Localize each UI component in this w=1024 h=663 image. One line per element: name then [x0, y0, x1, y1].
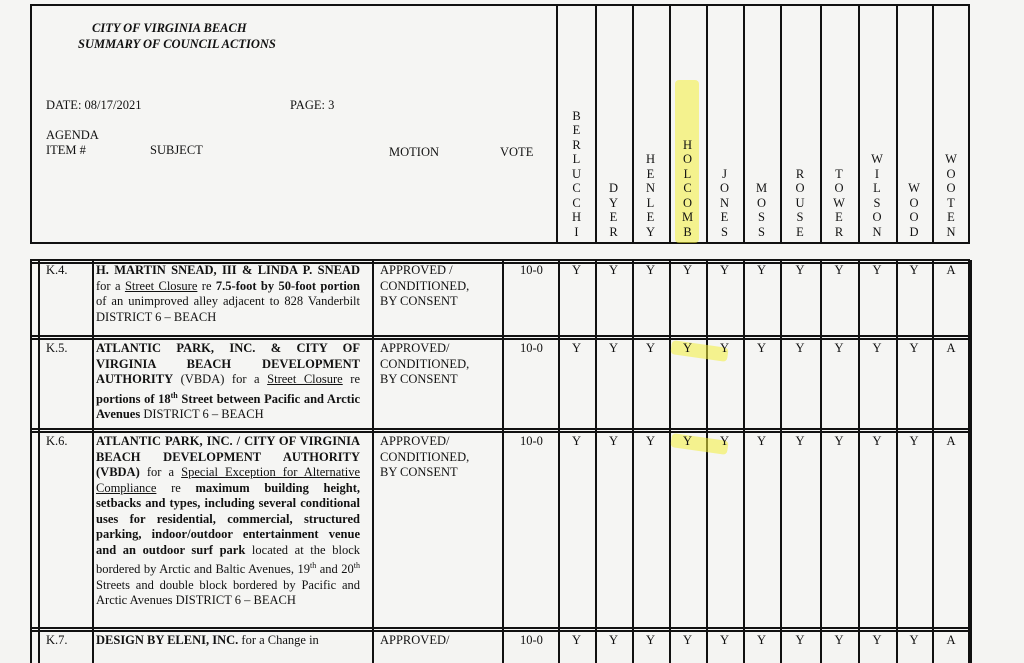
row-cell-divider	[896, 260, 898, 338]
row-bottom-border-inner	[30, 630, 970, 632]
member-vote-moss: Y	[756, 263, 767, 277]
member-vote-dyer: Y	[608, 434, 619, 448]
member-name-wood: W O O D	[908, 181, 920, 239]
row-bottom-border-inner	[30, 338, 970, 340]
member-vote-berlucchi: Y	[571, 434, 582, 448]
member-vote-jones: Y	[719, 434, 730, 448]
vote-tally: 10-0	[520, 341, 543, 355]
member-vote-rouse: Y	[795, 633, 805, 647]
member-vote-berlucchi: Y	[571, 633, 582, 647]
member-vote-holcomb: Y	[682, 633, 693, 647]
motion-text: BY CONSENT	[380, 372, 458, 386]
row-cell-divider	[780, 630, 782, 663]
member-vote-henley: Y	[645, 633, 656, 647]
member-vote-tower: Y	[834, 633, 844, 647]
row-right-border	[968, 338, 970, 431]
member-vote-jones: Y	[719, 341, 730, 355]
member-vote-holcomb: Y	[682, 263, 693, 277]
member-vote-wood: Y	[909, 341, 919, 355]
member-vote-henley: Y	[645, 434, 656, 448]
row-bottom-border-inner	[30, 431, 970, 433]
row-cell-divider	[780, 338, 782, 431]
vote-tally: 10-0	[520, 263, 543, 277]
row-cell-divider	[595, 260, 597, 338]
motion-text: CONDITIONED,	[380, 356, 470, 371]
motion-text: APPROVED /	[380, 263, 453, 277]
header-top-border	[30, 4, 970, 6]
row-cell-divider	[30, 431, 32, 630]
member-vote-tower: Y	[834, 341, 844, 355]
row-cell-divider	[558, 630, 560, 663]
row-cell-divider	[858, 431, 860, 630]
row-cell-divider	[706, 260, 708, 338]
header-right-border	[968, 4, 970, 244]
page-label: PAGE: 3	[290, 98, 335, 112]
agenda-item-number: K.5.	[46, 341, 68, 355]
row-cell-divider	[820, 630, 822, 663]
motion-text: APPROVED/	[380, 434, 450, 448]
row-cell-divider	[632, 338, 634, 431]
member-column-divider	[632, 4, 634, 244]
row-cell-divider	[30, 338, 32, 431]
member-vote-jones: Y	[719, 263, 730, 277]
member-vote-dyer: Y	[608, 341, 619, 355]
row-cell-divider	[932, 630, 934, 663]
row-cell-divider	[502, 338, 504, 431]
header-member-divider	[556, 4, 558, 244]
member-vote-jones: Y	[719, 633, 730, 647]
member-name-wilson: W I L S O N	[871, 152, 883, 239]
row-cell-divider	[92, 260, 94, 338]
member-column-divider	[820, 4, 822, 244]
member-vote-wooten: A	[946, 341, 956, 355]
motion-text: BY CONSENT	[380, 465, 458, 479]
motion-text: CONDITIONED,	[380, 449, 470, 464]
row-cell-divider	[820, 338, 822, 431]
row-cell-divider	[743, 338, 745, 431]
row-cell-divider	[820, 431, 822, 630]
member-name-rouse: R O U S E	[795, 166, 805, 239]
row-cell-divider	[38, 630, 40, 663]
member-name-berlucchi: B E R L U C C H I	[571, 108, 582, 239]
motion-text: APPROVED/	[380, 633, 450, 647]
row-bottom-border	[30, 335, 970, 337]
date-label: DATE: 08/17/2021	[46, 98, 142, 112]
member-vote-wood: Y	[909, 434, 919, 448]
member-column-divider	[896, 4, 898, 244]
row-cell-divider	[372, 338, 374, 431]
row-cell-divider	[970, 338, 972, 431]
member-column-divider	[669, 4, 671, 244]
row-cell-divider	[30, 260, 32, 338]
row-cell-divider	[372, 431, 374, 630]
row-cell-divider	[632, 260, 634, 338]
member-column-divider	[706, 4, 708, 244]
row-cell-divider	[38, 431, 40, 630]
row-cell-divider	[706, 431, 708, 630]
member-name-tower: T O W E R	[833, 166, 845, 239]
row-cell-divider	[558, 338, 560, 431]
row-cell-divider	[780, 260, 782, 338]
member-vote-tower: Y	[834, 434, 844, 448]
row-right-border	[968, 431, 970, 630]
row-cell-divider	[669, 630, 671, 663]
agenda-item-subject: ATLANTIC PARK, INC. / CITY OF VIRGINIA BEACH DEVELOPMENT AUTHORITY (VBDA) for a Special Exception for Alternative Compliance re maximum building height, setbacks and types, including several conditional uses for residential, commercial, structured parking, indoor/outdoor entertainment venue and an outdoor surf park located at the block bordered by Arctic and Baltic Avenues, 19th and 20th Streets and double block bordered by Pacific and Arctic Avenues DISTRICT 6 – BEACH	[96, 434, 360, 608]
member-vote-wilson: Y	[872, 434, 882, 448]
motion-text: APPROVED/	[380, 341, 450, 355]
row-cell-divider	[632, 431, 634, 630]
row-cell-divider	[595, 630, 597, 663]
member-vote-wood: Y	[909, 633, 919, 647]
row-cell-divider	[780, 431, 782, 630]
member-name-jones: J O N E S	[719, 166, 730, 239]
member-vote-moss: Y	[756, 633, 767, 647]
row-bottom-border	[30, 428, 970, 430]
agenda-item-subject: DESIGN BY ELENI, INC. for a Change in	[96, 633, 319, 647]
row-cell-divider	[743, 630, 745, 663]
member-name-wooten: W O O T E N	[945, 152, 957, 239]
item-label: ITEM #	[46, 143, 86, 157]
row-cell-divider	[858, 338, 860, 431]
row-cell-divider	[932, 260, 934, 338]
member-vote-henley: Y	[645, 341, 656, 355]
vote-tally: 10-0	[520, 633, 543, 647]
member-vote-wooten: A	[946, 434, 956, 448]
row-cell-divider	[669, 431, 671, 630]
title-line-2: SUMMARY OF COUNCIL ACTIONS	[78, 37, 276, 51]
row-bottom-border	[30, 627, 970, 629]
row-cell-divider	[970, 260, 972, 338]
member-vote-rouse: Y	[795, 434, 805, 448]
member-vote-moss: Y	[756, 434, 767, 448]
row-cell-divider	[595, 338, 597, 431]
row-cell-divider	[558, 431, 560, 630]
member-vote-dyer: Y	[608, 263, 619, 277]
member-column-divider	[595, 4, 597, 244]
header-left-border	[30, 4, 32, 244]
member-name-holcomb: H O L C O M B	[681, 137, 694, 239]
agenda-item-number: K.6.	[46, 434, 68, 448]
agenda-item-subject: ATLANTIC PARK, INC. & CITY OF VIRGINIA BEACH DEVELOPMENT AUTHORITY (VBDA) for a Street Closure re portions of 18th Street between Pacific and Arctic Avenues DISTRICT 6 – BEACH	[96, 341, 360, 422]
row-cell-divider	[502, 431, 504, 630]
header-bottom-border	[30, 242, 970, 244]
row-cell-divider	[858, 260, 860, 338]
member-vote-holcomb: Y	[682, 341, 693, 355]
agenda-item-subject: H. MARTIN SNEAD, III & LINDA P. SNEAD for a Street Closure re 7.5-foot by 50-foot portion of an unimproved alley adjacent to 828 Vanderbilt DISTRICT 6 – BEACH	[96, 263, 361, 324]
row-cell-divider	[932, 338, 934, 431]
row-cell-divider	[92, 431, 94, 630]
document-title	[78, 20, 276, 52]
row-cell-divider	[743, 260, 745, 338]
member-column-divider	[932, 4, 934, 244]
row-cell-divider	[632, 630, 634, 663]
member-vote-rouse: Y	[795, 263, 805, 277]
row-cell-divider	[858, 630, 860, 663]
row-cell-divider	[595, 431, 597, 630]
motion-text: CONDITIONED,	[380, 278, 470, 293]
motion-column-header: MOTION	[389, 145, 439, 159]
member-vote-wilson: Y	[872, 263, 882, 277]
row-cell-divider	[820, 260, 822, 338]
member-vote-wood: Y	[909, 263, 919, 277]
member-column-divider	[743, 4, 745, 244]
row-cell-divider	[932, 431, 934, 630]
row-cell-divider	[30, 630, 32, 663]
agenda-item-number: K.4.	[46, 263, 68, 277]
row-cell-divider	[92, 338, 94, 431]
member-name-dyer: D Y E R	[608, 181, 619, 239]
row-cell-divider	[743, 431, 745, 630]
agenda-item-number: K.7.	[46, 633, 68, 647]
row-cell-divider	[706, 630, 708, 663]
row-cell-divider	[38, 260, 40, 338]
row-cell-divider	[896, 338, 898, 431]
row-cell-divider	[372, 260, 374, 338]
member-column-divider	[780, 4, 782, 244]
row-cell-divider	[502, 260, 504, 338]
subject-column-header: SUBJECT	[150, 143, 203, 157]
member-vote-tower: Y	[834, 263, 844, 277]
vote-tally: 10-0	[520, 434, 543, 448]
member-vote-holcomb: Y	[682, 434, 693, 448]
vote-column-header: VOTE	[500, 145, 534, 159]
row-cell-divider	[970, 630, 972, 663]
member-vote-berlucchi: Y	[571, 263, 582, 277]
row-cell-divider	[896, 431, 898, 630]
member-name-moss: M O S S	[755, 181, 768, 239]
row-cell-divider	[669, 260, 671, 338]
title-line-1: CITY OF VIRGINIA BEACH	[92, 21, 247, 35]
member-vote-rouse: Y	[795, 341, 805, 355]
row-cell-divider	[372, 630, 374, 663]
row-cell-divider	[92, 630, 94, 663]
row-right-border	[968, 630, 970, 663]
member-vote-henley: Y	[645, 263, 656, 277]
row-cell-divider	[38, 338, 40, 431]
row-cell-divider	[896, 630, 898, 663]
row-right-border	[968, 260, 970, 338]
member-column-divider	[858, 4, 860, 244]
member-vote-wilson: Y	[872, 633, 882, 647]
member-vote-moss: Y	[756, 341, 767, 355]
row-cell-divider	[970, 431, 972, 630]
member-name-henley: H E N L E Y	[645, 152, 656, 239]
member-vote-wilson: Y	[872, 341, 882, 355]
motion-text: BY CONSENT	[380, 294, 458, 308]
member-vote-dyer: Y	[608, 633, 619, 647]
row-cell-divider	[502, 630, 504, 663]
member-vote-wooten: A	[946, 263, 956, 277]
row-cell-divider	[558, 260, 560, 338]
table-top-border	[30, 259, 970, 261]
agenda-label: AGENDA	[46, 128, 99, 142]
member-vote-berlucchi: Y	[571, 341, 582, 355]
member-vote-wooten: A	[946, 633, 956, 647]
